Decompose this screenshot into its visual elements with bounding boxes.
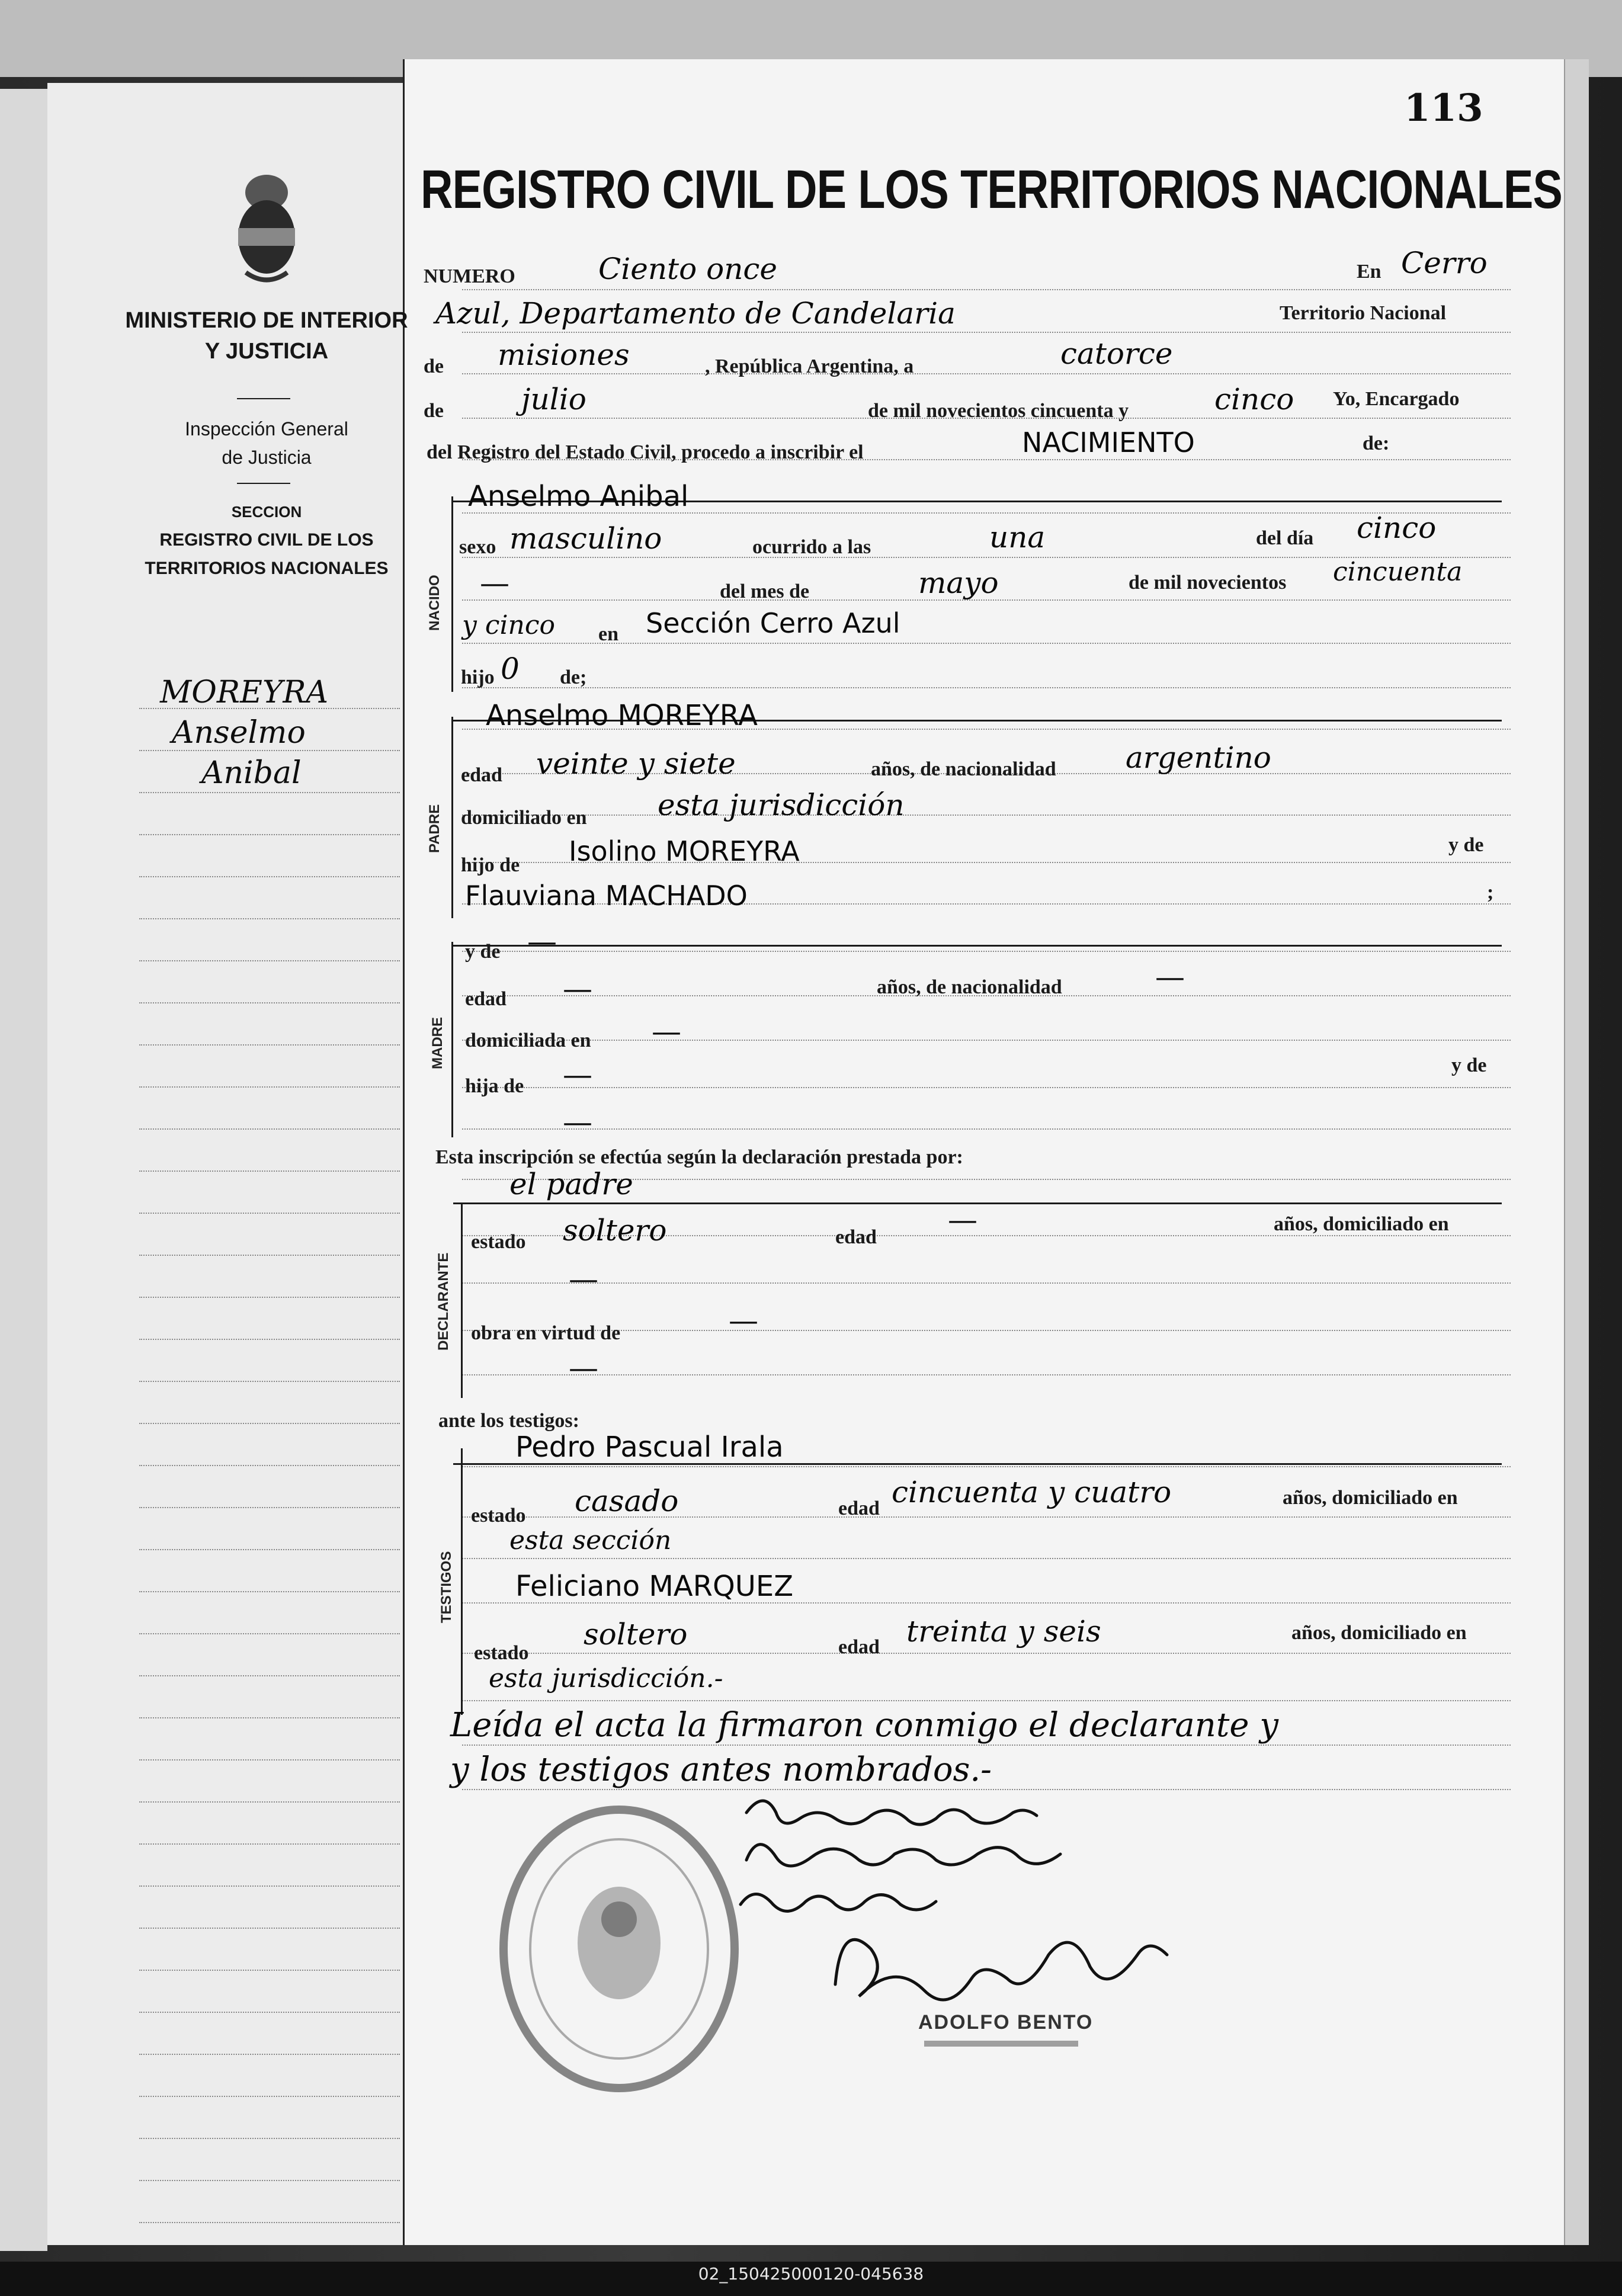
value-obra-dash2: — — [569, 1351, 598, 1385]
value-t2-edad: treinta y seis — [906, 1614, 1101, 1649]
ruled-line — [139, 1044, 400, 1046]
ruled-line — [139, 1759, 400, 1761]
ruled-line — [462, 332, 1511, 333]
value-anio2: y cinco — [462, 610, 556, 640]
ruled-line — [139, 918, 400, 919]
label-semicolon: ; — [1487, 881, 1494, 903]
label-sexo: sexo — [459, 536, 496, 558]
margin-name: MOREYRA Anselmo Anibal — [160, 675, 329, 791]
value-provincia: misiones — [498, 338, 630, 372]
label-hijo: hijo — [461, 666, 495, 688]
stamp-subline — [924, 2041, 1078, 2047]
label-domiciliado: domiciliado en — [461, 807, 587, 829]
value-padre-edad: veinte y siete — [536, 746, 736, 781]
ruled-line — [139, 1549, 400, 1550]
ruled-line — [139, 1675, 400, 1676]
side-label-padre: PADRE — [427, 804, 443, 853]
ruled-line — [462, 643, 1511, 644]
value-padre-hijo-de: Isolino MOREYRA — [569, 835, 800, 867]
bracket-nacido — [451, 496, 453, 692]
value-sexo: masculino — [509, 521, 662, 556]
value-anio1: cincuenta — [1333, 557, 1463, 587]
ruled-line — [462, 1558, 1511, 1559]
left-page — [47, 83, 403, 2245]
value-testigo2: Feliciano MARQUEZ — [515, 1570, 794, 1603]
inspection-title: Inspección General de Justicia — [185, 418, 348, 468]
divider — [237, 398, 290, 399]
side-label-testigos: TESTIGOS — [438, 1551, 454, 1623]
stamp-name: ADOLFO BENTO — [918, 2011, 1094, 2034]
ruled-line — [139, 2222, 400, 2223]
label-testigos: ante los testigos: — [438, 1410, 579, 1432]
label-hija-de: hija de — [465, 1075, 524, 1097]
value-decl-estado: soltero — [563, 1213, 667, 1248]
ruled-line — [139, 1423, 400, 1424]
side-label-nacido: NACIDO — [427, 575, 443, 631]
value-dia-dash: — — [480, 566, 509, 600]
value-madre-dash6: — — [563, 1105, 592, 1139]
value-decl-dom-dash: — — [569, 1262, 598, 1296]
value-obra-dash: — — [729, 1303, 758, 1338]
label-anos-nac: años, de nacionalidad — [871, 758, 1056, 780]
value-en: Cerro — [1401, 246, 1488, 280]
ruled-line — [139, 1381, 400, 1382]
ruled-line — [139, 1717, 400, 1718]
label-edad4: edad — [838, 1497, 880, 1519]
label-en2: en — [598, 623, 618, 645]
ruled-line — [139, 960, 400, 961]
value-hora: una — [989, 520, 1046, 554]
label-edad: edad — [461, 764, 502, 786]
ruled-line — [462, 814, 1511, 816]
label-estado: estado — [471, 1231, 526, 1253]
ruled-line — [139, 834, 400, 835]
label-edad2: edad — [465, 988, 507, 1010]
label-y-de: y de — [1448, 834, 1484, 856]
ruled-line — [139, 1465, 400, 1466]
ruled-line — [462, 1087, 1511, 1088]
footer-image-id: 02_150425000120-045638 — [698, 2264, 924, 2284]
label-del-mes: del mes de — [720, 581, 810, 602]
value-madre-dash3: — — [1155, 960, 1185, 994]
ruled-line — [139, 1339, 400, 1340]
label-de-colon: de: — [1363, 432, 1390, 454]
ruled-line — [462, 1040, 1511, 1041]
label-y-de3: y de — [1451, 1054, 1487, 1076]
ruled-line — [462, 951, 1511, 952]
label-estado2: estado — [471, 1505, 526, 1527]
value-tipo: NACIMIENTO — [1022, 427, 1195, 458]
ruled-line — [139, 1970, 400, 1971]
closing-line-2: y los testigos antes nombrados.- — [450, 1750, 992, 1789]
ruled-line — [139, 1633, 400, 1634]
value-dia-acta: catorce — [1060, 336, 1173, 371]
value-lugar-nac: Sección Cerro Azul — [646, 607, 900, 639]
value-madre-dash2: — — [563, 971, 592, 1006]
side-label-declarante: DECLARANTE — [435, 1252, 451, 1351]
label-hijo-de: hijo de — [461, 854, 520, 876]
label-territorio: Territorio Nacional — [1280, 302, 1447, 324]
label-anos-dom2: años, domiciliado en — [1283, 1487, 1458, 1509]
value-madre-dash5: — — [563, 1057, 592, 1092]
value-decl-edad-dash: — — [948, 1202, 977, 1237]
value-mes: mayo — [918, 566, 999, 600]
section-rule — [453, 945, 1502, 947]
page-number: 113 — [1404, 86, 1483, 130]
value-madre-dash4: — — [652, 1014, 681, 1048]
ruled-line — [139, 2012, 400, 2013]
label-del-registro: del Registro del Estado Civil, procedo a inscribir el — [427, 441, 864, 463]
ruled-line — [139, 2138, 400, 2139]
ruled-line — [139, 2054, 400, 2055]
label-del-dia: del día — [1256, 527, 1314, 549]
ruled-line — [139, 792, 400, 793]
label-estado3: estado — [474, 1642, 529, 1664]
value-t1-dom: esta sección — [509, 1525, 672, 1556]
ruled-line — [462, 373, 1511, 374]
ruled-line — [462, 289, 1511, 290]
ruled-line — [462, 1700, 1511, 1701]
bracket-testigos — [461, 1448, 463, 1715]
label-de-mil2: de mil novecientos — [1129, 572, 1287, 594]
coat-of-arms-icon — [225, 169, 308, 287]
bracket-declarante — [461, 1202, 463, 1398]
value-madre-dash1: — — [527, 924, 557, 958]
bracket-padre — [451, 717, 453, 918]
page-title: REGISTRO CIVIL DE LOS TERRITORIOS NACIONALES — [421, 159, 1562, 220]
label-en: En — [1357, 261, 1381, 283]
signatures — [699, 1789, 1351, 2038]
ruled-line — [139, 1843, 400, 1845]
value-lugar: Azul, Departamento de Candelaria — [435, 296, 956, 331]
ruled-line — [139, 1507, 400, 1508]
value-padre-nombre: Anselmo MOREYRA — [486, 699, 758, 732]
value-hijo-num: 0 — [501, 652, 520, 686]
ruled-line — [139, 708, 400, 709]
ruled-line — [462, 1282, 1511, 1284]
value-padre-madre: Flauviana MACHADO — [465, 880, 748, 912]
value-t2-dom: esta jurisdicción.- — [489, 1663, 723, 1694]
label-de: de — [424, 355, 444, 377]
ruled-line — [462, 1653, 1511, 1654]
label-de2: de — [424, 400, 444, 422]
label-de3: de; — [560, 666, 587, 688]
value-t2-estado: soltero — [584, 1617, 688, 1652]
value-padre-dom: esta jurisdicción — [658, 788, 905, 822]
ruled-line — [139, 750, 400, 751]
label-domiciliada: domiciliada en — [465, 1030, 591, 1051]
value-testigo1: Pedro Pascual Irala — [515, 1431, 784, 1464]
ruled-line — [139, 1086, 400, 1088]
bracket-madre — [451, 942, 453, 1137]
ruled-line — [462, 1128, 1511, 1130]
label-edad5: edad — [838, 1636, 880, 1658]
ruled-line — [139, 1255, 400, 1256]
section-title: SECCION REGISTRO CIVIL DE LOS TERRITORIOS NACIONALES — [145, 503, 389, 578]
label-anos-dom3: años, domiciliado en — [1291, 1622, 1467, 1644]
label-y-de2: y de — [465, 941, 501, 963]
ruled-line — [139, 1297, 400, 1298]
label-obra: obra en virtud de — [471, 1322, 621, 1344]
label-yo: Yo, Encargado — [1333, 388, 1460, 410]
label-anos-nac2: años, de nacionalidad — [877, 976, 1062, 998]
value-padre-nac: argentino — [1126, 740, 1271, 775]
ruled-line — [139, 2180, 400, 2181]
label-numero: NUMERO — [424, 265, 515, 287]
closing-line-1: Leída el acta la firmaron conmigo el declarante y — [450, 1706, 1278, 1745]
page-edge — [1564, 59, 1589, 2245]
ruled-line — [139, 1801, 400, 1803]
value-nacido-nombre: Anselmo Anibal — [468, 480, 689, 513]
value-t1-estado: casado — [575, 1484, 679, 1518]
ruled-line — [139, 1928, 400, 1929]
value-t1-edad: cincuenta y cuatro — [892, 1475, 1172, 1509]
label-ocurrido: ocurrido a las — [752, 536, 871, 558]
ruled-line — [139, 1171, 400, 1172]
label-republica: , República Argentina, a — [705, 355, 914, 377]
ruled-line — [139, 1213, 400, 1214]
ministry-title: MINISTERIO DE INTERIOR Y JUSTICIA — [125, 308, 408, 364]
ruled-line — [462, 1745, 1511, 1746]
ruled-line — [462, 1466, 1511, 1467]
value-numero: Ciento once — [598, 252, 778, 286]
ruled-line — [139, 2096, 400, 2097]
side-label-madre: MADRE — [429, 1017, 445, 1069]
ruled-line — [139, 1885, 400, 1887]
ruled-line — [462, 687, 1511, 688]
ruled-line — [139, 1591, 400, 1592]
value-anio-acta: cinco — [1214, 382, 1294, 416]
ruled-line — [462, 1374, 1511, 1375]
ruled-line — [139, 1128, 400, 1130]
label-anos-dom: años, domiciliado en — [1274, 1213, 1449, 1235]
ruled-line — [139, 876, 400, 877]
label-inscripcion: Esta inscripción se efectúa según la declaración prestada por: — [435, 1146, 963, 1168]
label-de-mil: de mil novecientos cincuenta y — [868, 400, 1129, 422]
ruled-line — [139, 1002, 400, 1003]
divider — [237, 483, 290, 484]
previous-page-edge — [0, 89, 47, 2251]
value-dia: cinco — [1357, 511, 1437, 545]
value-declarante: el padre — [509, 1167, 633, 1201]
value-mes-acta: julio — [521, 382, 586, 416]
section-rule — [453, 1202, 1502, 1204]
label-edad3: edad — [835, 1226, 877, 1248]
